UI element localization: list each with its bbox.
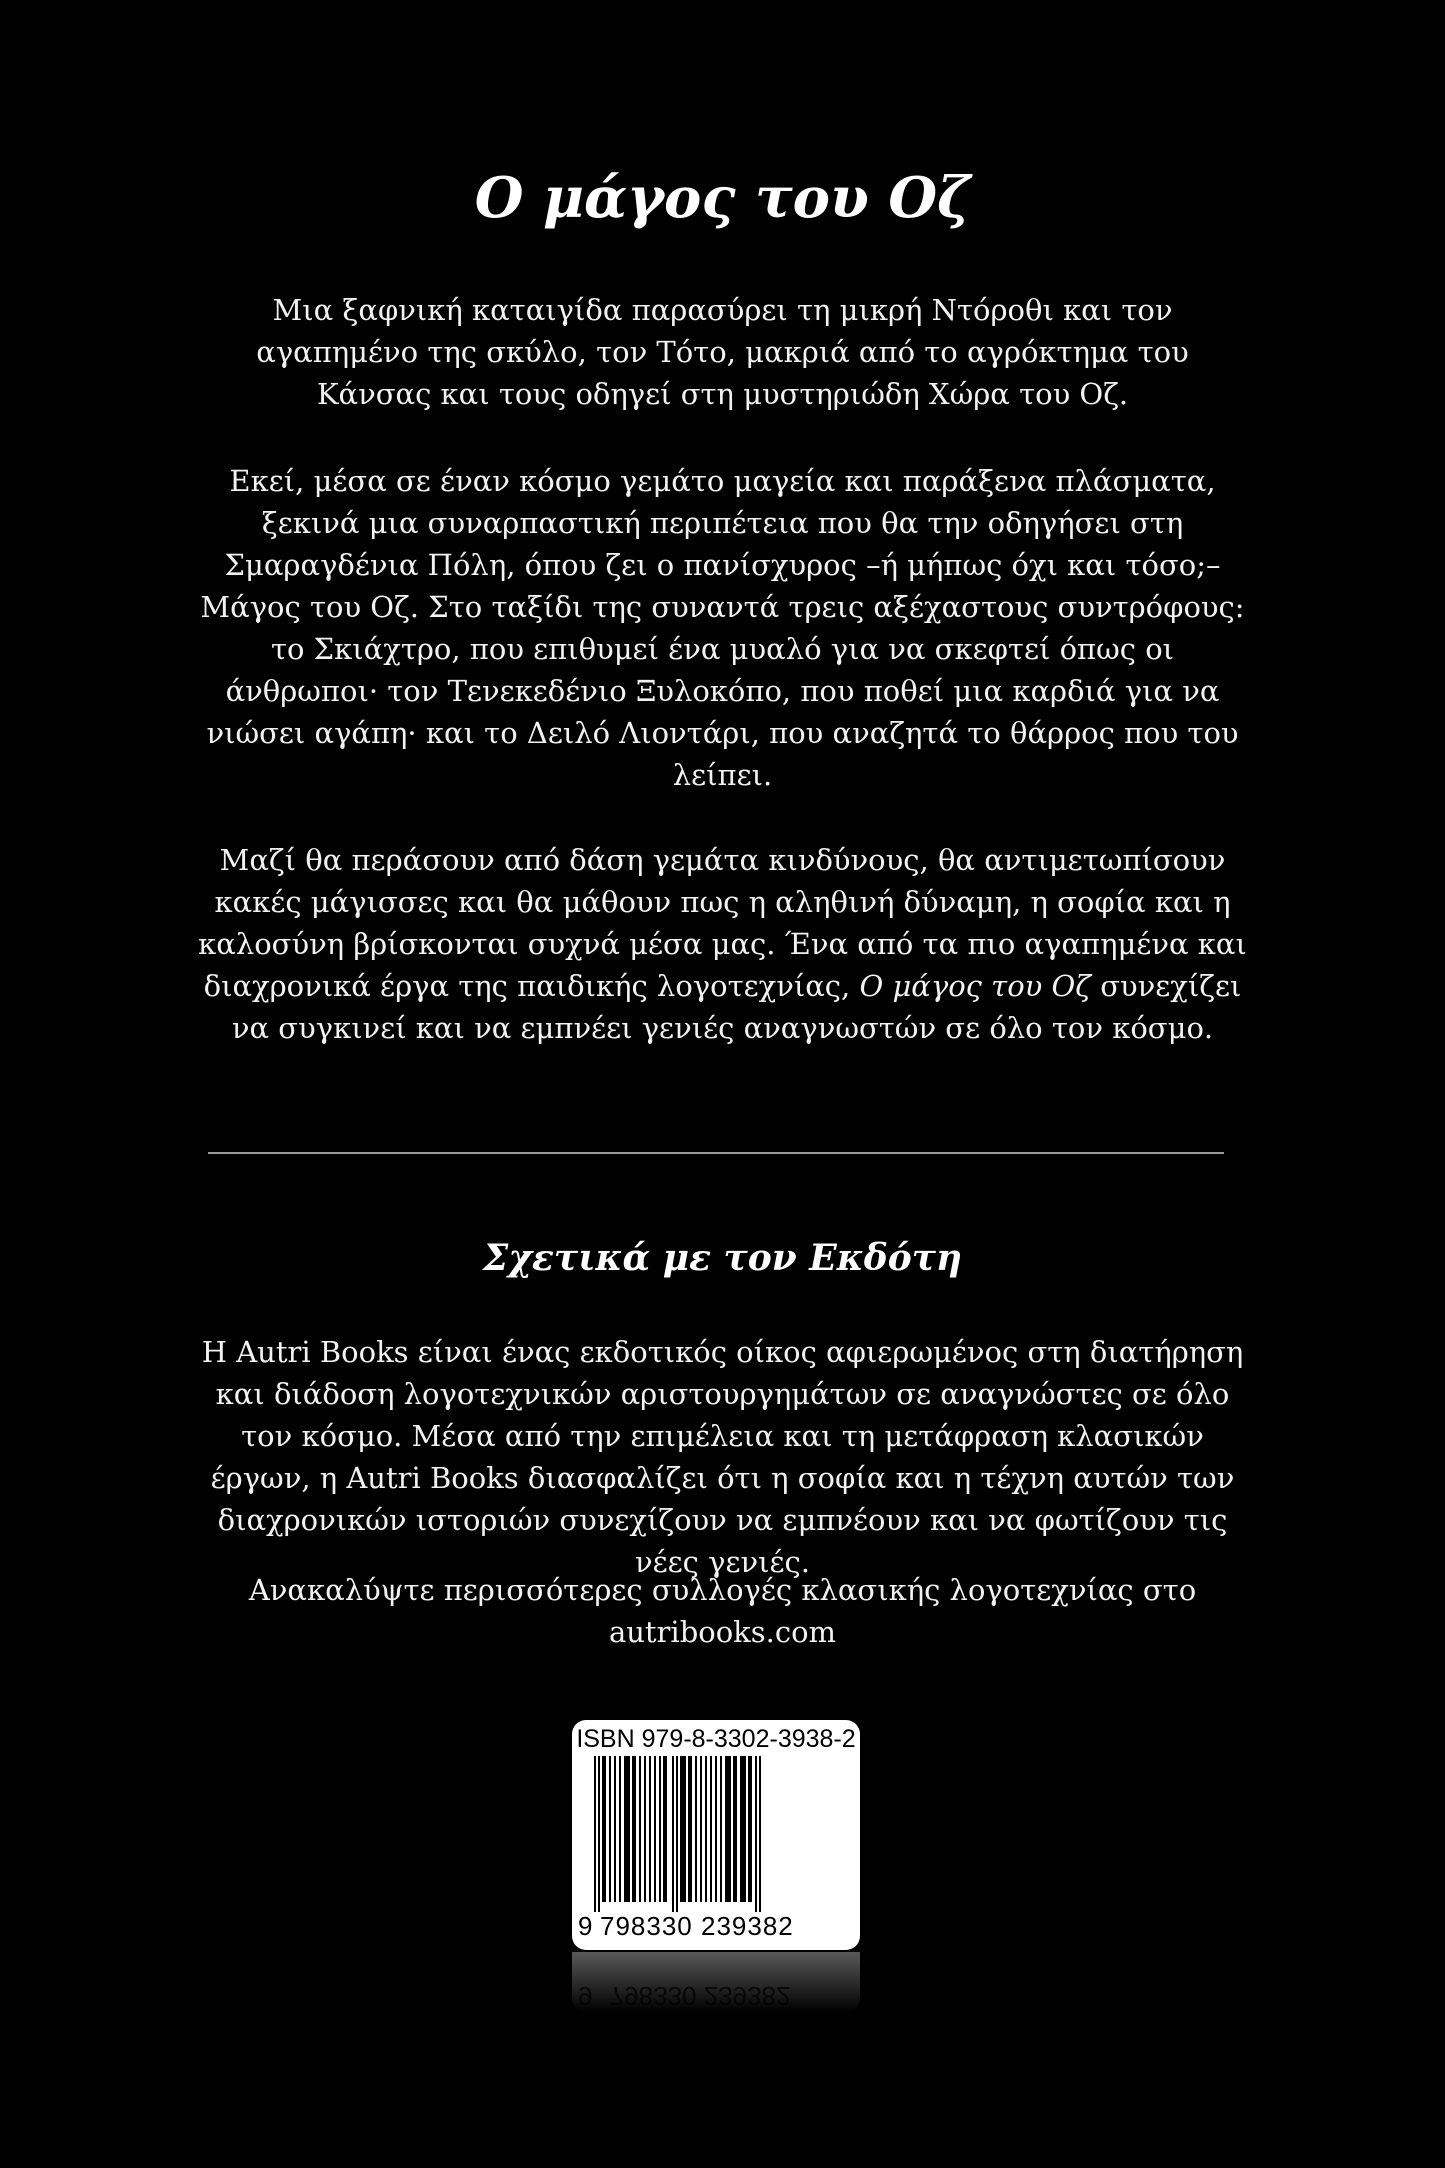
- barcode-digits-rest: 798330 239382: [600, 1911, 794, 1941]
- publisher-heading: Σχετικά με τον Εκδότη: [482, 1237, 963, 1279]
- book-title: Ο μάγος του Οζ: [474, 165, 971, 231]
- description-paragraph-3-start: Μαζί θα περάσουν από δάση γεμάτα κινδύνους, θα αντιμετωπίσουν κακές μάγισσες και θα μάθουν πως η αληθινή δύναμη, η σοφία και η καλοσύνη βρίσκονται συχνά μέσα μας. Ένα από τα πιο αγαπημένα και διαχρονικά έργα της παιδικής λογοτεχνίας,: [198, 843, 1247, 1003]
- description-paragraph-3-book-title: Ο μάγος του Οζ: [859, 969, 1091, 1003]
- barcode-bar: [740, 1756, 746, 1902]
- barcode-bar: [649, 1756, 651, 1902]
- barcode-reflection-rest: 798330 239382: [609, 1981, 791, 2011]
- barcode-bar: [609, 1756, 611, 1902]
- publisher-website-note: Ανακαλύψτε περισσότερες συλλογές κλασικής λογοτεχνίας στο autribooks.com: [248, 1573, 1197, 1649]
- barcode-reflection-digits: [578, 1980, 856, 2012]
- description-paragraph-3: [195, 839, 1250, 1049]
- section-divider: [208, 1152, 1224, 1154]
- barcode-bars: [580, 1756, 852, 1912]
- barcode-reflection-lead: 9: [578, 1981, 593, 2011]
- barcode-digit-lead: 9: [578, 1911, 594, 1941]
- barcode-bar: [619, 1756, 621, 1902]
- barcode-bar: [614, 1756, 616, 1902]
- barcode-bar: [715, 1756, 717, 1902]
- description-paragraph-2: Εκεί, μέσα σε έναν κόσμο γεμάτο μαγεία και παράξενα πλάσματα, ξεκινά μια συναρπαστική περιπέτεια που θα την οδηγήσει στη Σμαραγδένια Πόλη, όπου ζει ο πανίσχυρος –ή μήπως όχι και τόσο;– Μάγος του Οζ. Στο ταξίδι της συναντά τρεις αξέχαστους συντρόφους: το Σκιάχτρο, που επιθυμεί ένα μυαλό για να σκεφτεί όπως οι άνθρωποι· τον Τενεκεδένιο Ξυλοκόπο, που ποθεί μια καρδιά για να νιώσει αγάπη· και το Δειλό Λιοντάρι, που αναζητά το θάρρος που του λείπει.: [200, 464, 1245, 792]
- barcode-bar: [598, 1756, 600, 1912]
- barcode-bar: [700, 1756, 702, 1902]
- barcode-bar: [680, 1756, 686, 1902]
- barcode-bar: [720, 1756, 722, 1902]
- description-paragraph-1: Μια ξαφνική καταιγίδα παρασύρει τη μικρή Ντόροθι και τον αγαπημένο της σκύλο, τον Τότο, μακριά από το αγρόκτημα του Κάνσας και τους οδηγεί στη μυστηριώδη Χώρα του Οζ.: [256, 293, 1189, 411]
- barcode-bar: [695, 1756, 697, 1902]
- barcode-bar: [594, 1756, 596, 1912]
- barcode-bar: [755, 1756, 757, 1912]
- barcode-bar: [705, 1756, 707, 1902]
- barcode-bar: [639, 1756, 641, 1902]
- barcode-bar: [632, 1756, 636, 1902]
- barcode-bar: [725, 1756, 731, 1902]
- isbn-label: ISBN 979-8-3302-3938-2: [576, 1725, 856, 1753]
- publisher-about: Η Autri Books είναι ένας εκδοτικός οίκος αφιερωμένος στη διατήρηση και διάδοση λογοτεχνικών αριστουργημάτων σε αναγνώστες σε όλο τον κόσμο. Μέσα από την επιμέλεια και τη μετάφραση κλασικών έργων, η Autri Books διασφαλίζει ότι η σοφία και η τέχνη αυτών των διαχρονικών ιστοριών συνεχίζουν να εμπνέουν και να φωτίζουν τις νέες γενιές.: [201, 1335, 1244, 1579]
- barcode-bar: [676, 1756, 678, 1912]
- barcode-bar: [624, 1756, 630, 1902]
- barcode-reflection: [572, 1952, 860, 2012]
- isbn-barcode: [572, 1720, 860, 1950]
- barcode-bar: [672, 1756, 674, 1912]
- barcode-bar: [759, 1756, 761, 1912]
- barcode-bar: [733, 1756, 737, 1902]
- barcode-bar: [654, 1756, 656, 1902]
- description-paragraph-3-end: συνεχίζει να συγκινεί και να εμπνέει γενιές αναγνωστών σε όλο τον κόσμο.: [231, 969, 1242, 1045]
- barcode-bar: [710, 1756, 712, 1902]
- barcode-bar: [748, 1756, 752, 1902]
- barcode-bar: [644, 1756, 646, 1902]
- barcode-bar: [602, 1756, 606, 1902]
- barcode-bar: [688, 1756, 692, 1902]
- barcode-bar: [659, 1756, 661, 1902]
- barcode-bar: [663, 1756, 667, 1902]
